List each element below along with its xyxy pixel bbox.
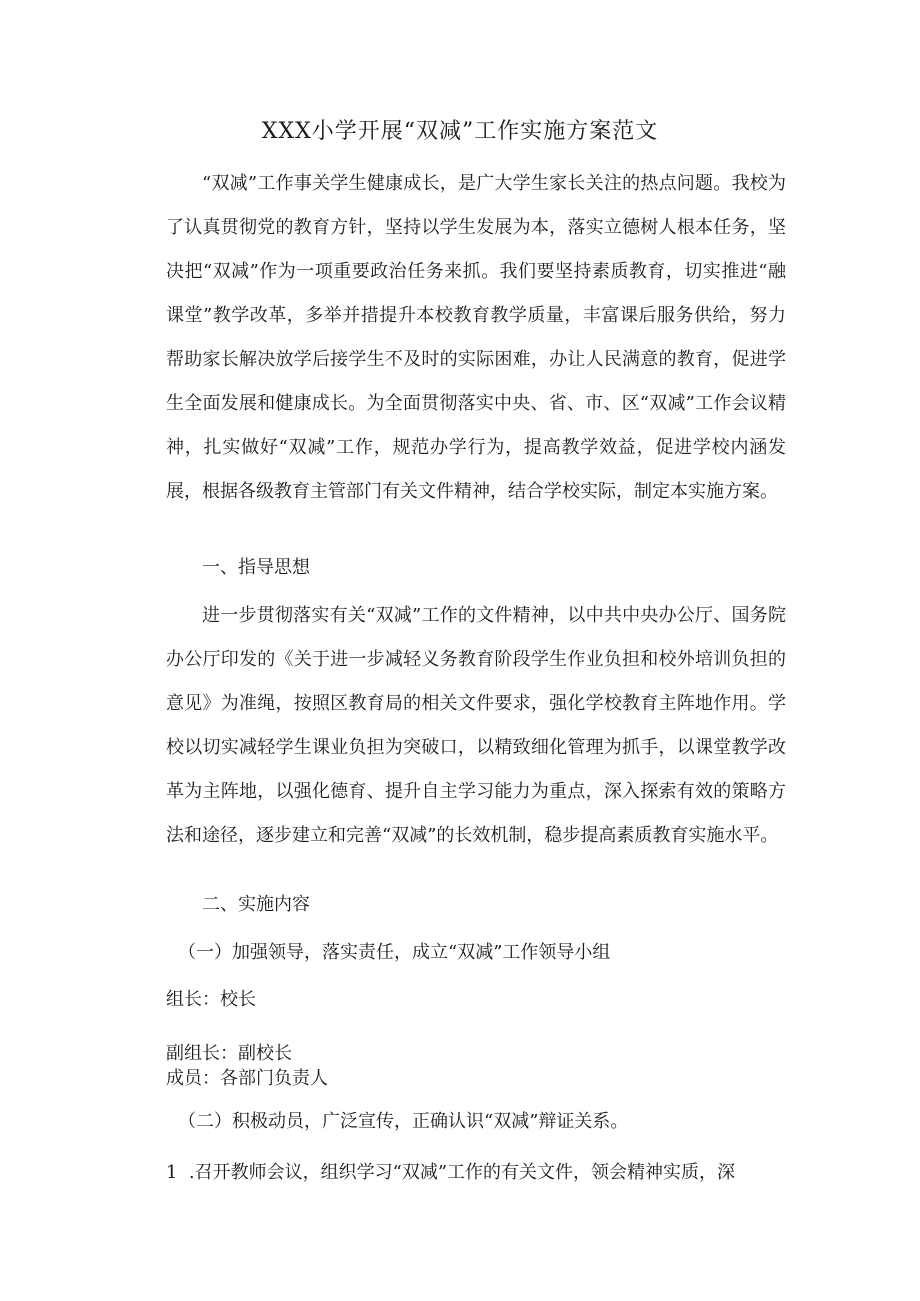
group-leader-line: 组长：校长 bbox=[166, 989, 256, 1010]
document-title: XXX小学开展“双减”工作实施方案范文 bbox=[261, 119, 659, 144]
list-item-1: 1 .召开教师会议，组织学习“双减”工作的有关文件，领会精神实质，深 bbox=[166, 1162, 736, 1183]
intro-paragraph: “双减”工作事关学生健康成长，是广大学生家长关注的热点问题。我校为了认真贯彻党的教育方针，坚持以学生发展为本，落实立德树人根本任务，坚决把“双减”作为一项重要政治任务来抓。我们要坚持素质教育，切实推进“融课堂”教学改革，多举并措提升本校教育教学质量，丰富课后服务供给，努力帮助家长解决放学后接学生不及时的实际困难，办让人民满意的教育，促进学生全面发展和健康成长。为全面贯彻落实中央、省、市、区“双减”工作会议精神，扎实做好“双减”工作，规范办学行为，提高教学效益，促进学校内涵发展，根据各级教育主管部门有关文件精神，结合学校实际，制定本实施方案。 bbox=[166, 173, 786, 502]
subsection-heading-leadership: （一）加强领导，落实责任，成立“双减”工作领导小组 bbox=[178, 942, 611, 963]
section-heading-guiding-ideology: 一、指导思想 bbox=[202, 557, 310, 578]
members-line: 成员：各部门负责人 bbox=[166, 1068, 328, 1089]
section-heading-implementation-content: 二、实施内容 bbox=[202, 894, 310, 915]
deputy-leader-line: 副组长：副校长 bbox=[166, 1043, 292, 1064]
guiding-ideology-paragraph: 进一步贯彻落实有关“双减”工作的文件精神，以中共中央办公厅、国务院办公厅印发的《关于进一步减轻义务教育阶段学生作业负担和校外培训负担的意见》为准绳，按照区教育局的相关文件要求，强化学校教育主阵地作用。学校以切实减轻学生课业负担为突破口，以精致细化管理为抓手，以课堂教学改革为主阵地，以强化德育、提升自主学习能力为重点，深入探索有效的策略方法和途径，逐步建立和完善“双减”的长效机制，稳步提高素质教育实施水平。 bbox=[166, 605, 786, 846]
subsection-heading-mobilization: （二）积极动员，广泛宣传，正确认识“双减”辩证关系。 bbox=[178, 1111, 629, 1132]
